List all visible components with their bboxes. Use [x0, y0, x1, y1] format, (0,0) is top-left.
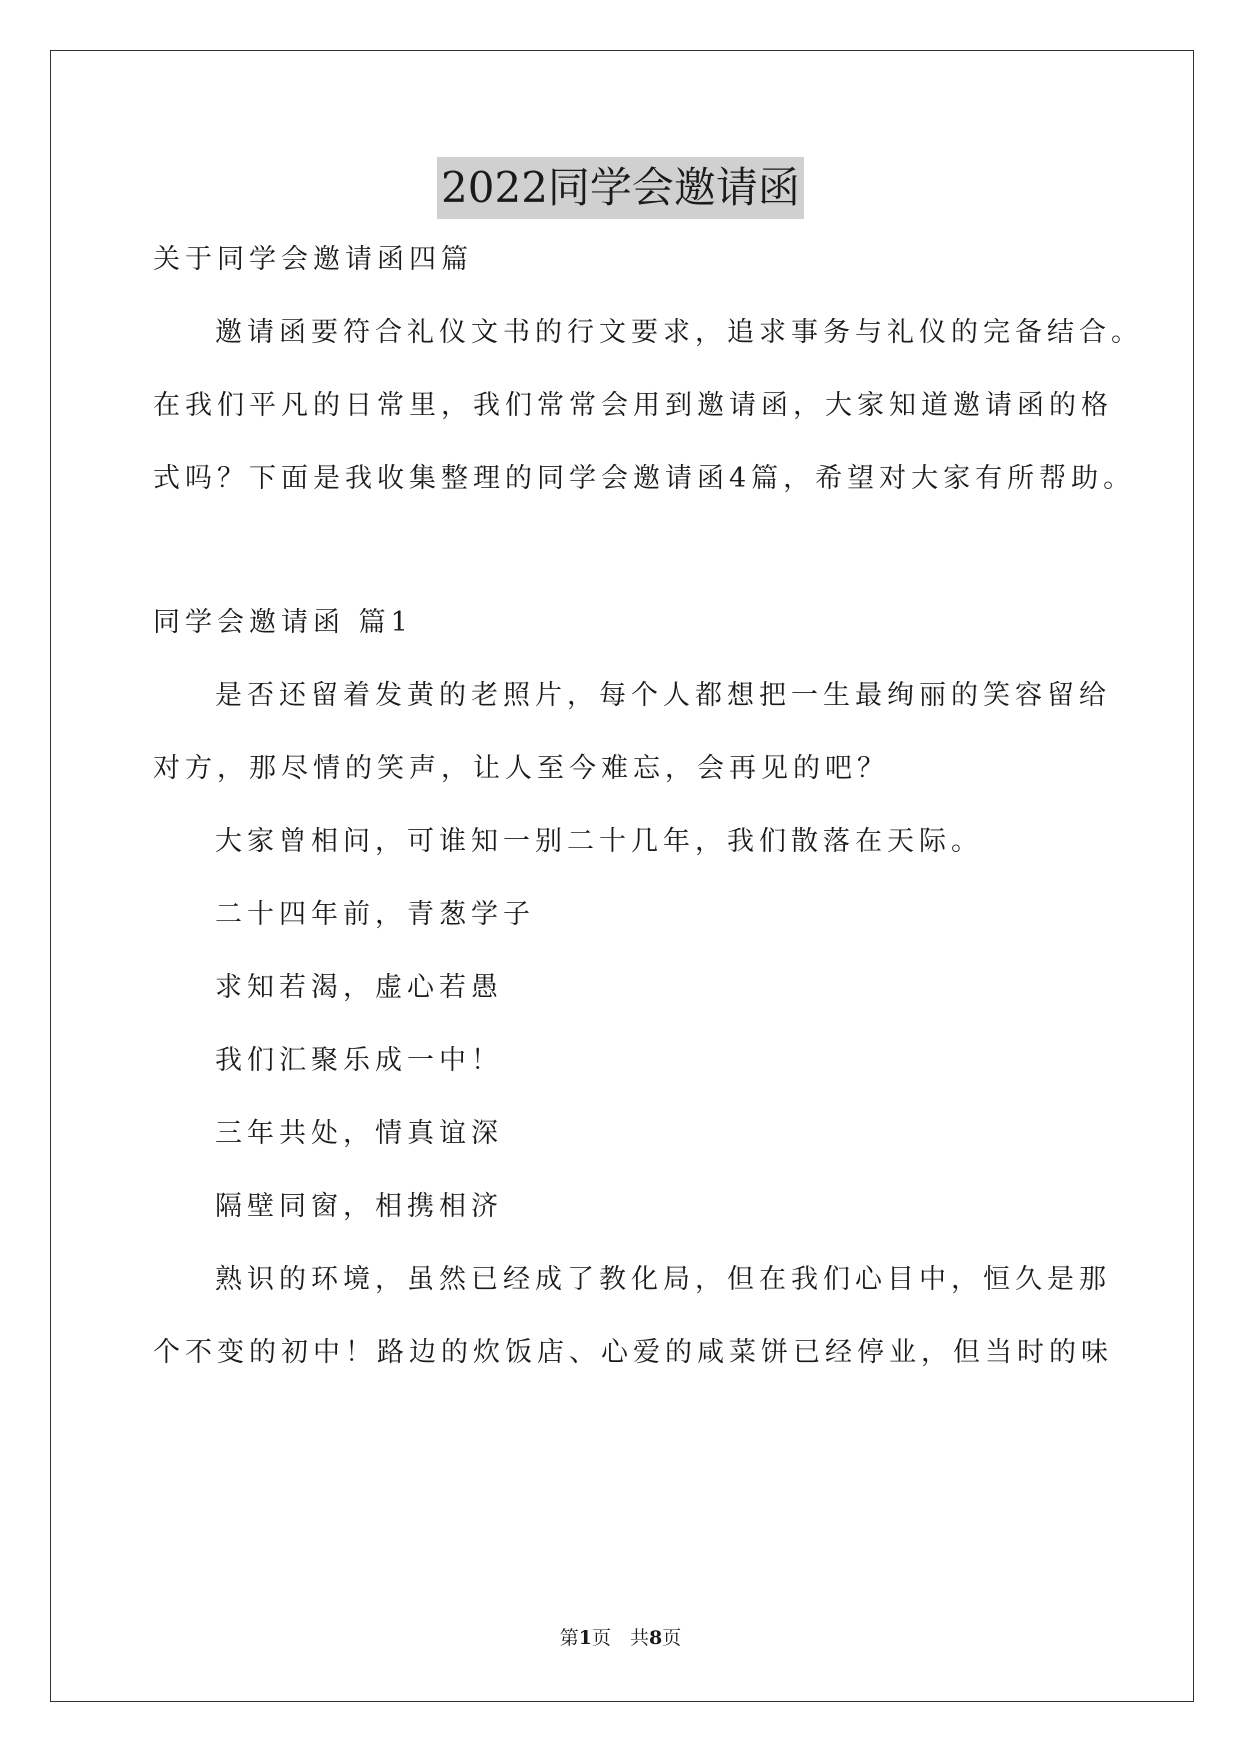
footer-suffix: 页: [662, 1627, 682, 1649]
title-container: [0, 157, 1241, 219]
body-line: 我们汇聚乐成一中！: [215, 1045, 503, 1076]
intro-line: 在我们平凡的日常里，我们常常会用到邀请函，大家知道邀请函的格: [153, 390, 1113, 421]
footer-page-number: 1: [578, 1627, 592, 1649]
body-line: 大家曾相问，可谁知一别二十几年，我们散落在天际。: [215, 826, 983, 857]
document-title: 2022同学会邀请函: [437, 157, 804, 219]
document-subtitle: 关于同学会邀请函四篇: [153, 244, 473, 275]
footer-mid: 页 共: [591, 1627, 649, 1649]
body-line: 是否还留着发黄的老照片，每个人都想把一生最绚丽的笑容留给: [215, 680, 1111, 711]
footer-total-pages: 8: [649, 1627, 663, 1649]
body-line: 二十四年前，青葱学子: [215, 899, 535, 930]
footer-prefix: 第: [559, 1627, 579, 1649]
body-line: 三年共处，情真谊深: [215, 1118, 503, 1149]
intro-line: 式吗？下面是我收集整理的同学会邀请函4篇，希望对大家有所帮助。: [153, 463, 1136, 494]
body-line: 熟识的环境，虽然已经成了教化局，但在我们心目中，恒久是那: [215, 1264, 1111, 1295]
body-line: 个不变的初中！路边的炊饭店、心爱的咸菜饼已经停业，但当时的味: [153, 1337, 1113, 1368]
page-border: [50, 50, 1194, 1702]
body-line: 隔壁同窗，相携相济: [215, 1191, 503, 1222]
body-line: 对方，那尽情的笑声，让人至今难忘，会再见的吧？: [153, 753, 889, 784]
body-line: 求知若渴，虚心若愚: [215, 972, 503, 1003]
page-footer: [0, 1623, 1241, 1650]
intro-line: 邀请函要符合礼仪文书的行文要求，追求事务与礼仪的完备结合。: [215, 317, 1143, 348]
section-heading: 同学会邀请函 篇1: [153, 607, 413, 638]
